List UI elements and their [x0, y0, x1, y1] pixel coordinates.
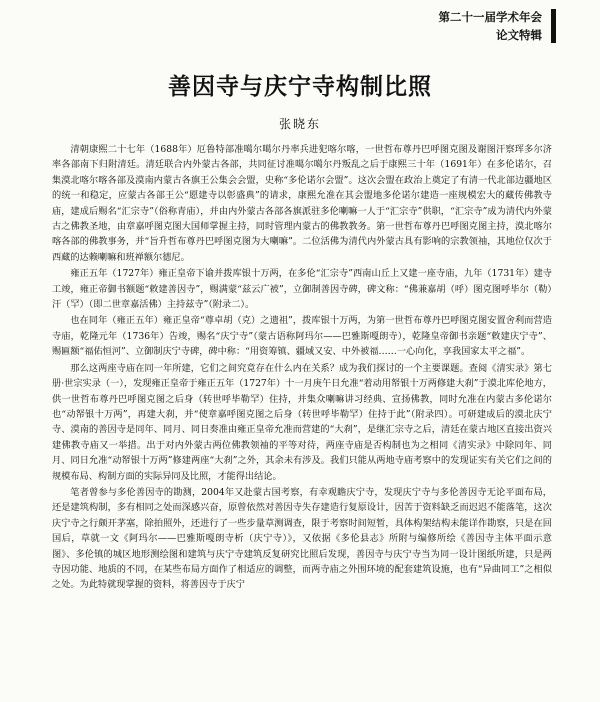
- section-name: 论文特辑: [496, 28, 542, 42]
- paragraph-3: 也在同年（雍正五年）雍正皇帝“尊卓胡（克）之遗祖”，拨库银十万两，为第一世哲布尊丹巴呼图克图安置舍利而营造寺庙，乾隆元年（1736年）告竣，赐名“庆宁寺”（蒙古语称阿玛尔——巴雅斯嘎朗寺），乾隆皇帝御书亲题“敕建庆宁寺”、赐匾额“福佑恒河”、立御制庆宁寺碑，碑中称：“用资筹镇、疆域又安、中外被福……一心向化，享我国家太平之福”。: [52, 315, 552, 358]
- header-bar-decoration: [551, 9, 556, 43]
- paragraph-5: 笔者曾参与多伦善因寺的勘测，2004年又赴蒙古国考察，有幸观瞻庆宁寺，发现庆宁寺与多伦善因寺无论平面布局，还是建筑构制，多有相同之处而深感兴奋，原曾依然对善因寺失存建造行复原设计，因苦于资料缺乏而迟迟不能落笔，这次庆宁寺之行颇开茅塞，除拍照外，还进行了一些步量草测调查，限于考察时间短暂，具体构架结构未能详作勘察，只是在回国后，草就一文《阿玛尔——巴雅斯嘎朗寺析（庆宁寺）》，又依据《多伦县志》所附与编修所绘《善因寺主体平面示意图》、多伦镇的城区地形测绘图和建筑与庆宁寺建筑反复研究比照后发现，善因寺与庆宁寺当为同一设计图纸所建，只是两寺因功能、地质的不同，在某些布局方面作了相适应的调整，而两寺庙之外围环境的配套建筑设施，也有“异曲同工”之相似之处。为此特就现掌握的资料，将善因寺于庆宁: [52, 486, 552, 591]
- paragraph-1: 清朝康熙二十七年（1688年）厄鲁特部准噶尔噶尔丹率兵进犯喀尔喀，一世哲布尊丹巴呼图克图及谢图汗察珲多尔济率各部南下归附清廷。清廷联合内外蒙古各部，共同征讨准噶尔噶尔丹叛乱之后于康熙三十年（1691年）在多伦诺尔，召集漠北喀尔喀各部及漠南内蒙古各旗王公集会会盟，史称“多伦诺尔会盟”。这次会盟在政治上奠定了有清一代北部边疆地区的统一和稳定，应蒙古各部王公“愿建寺以彰盛典”的请求，康熙允准在其会盟地多伦诺尔建造一座规模宏大的藏传佛教寺庙，建成后赐名“汇宗寺”（俗称青庙），并由内外蒙古各部各旗派驻多伦喇嘛一人于“汇宗寺”供职，“汇宗寺”成为清代内外蒙古之佛教圣地，由章嘉呼图克图大国师掌握主持，同时管理内蒙古的佛教教务。第一世哲布尊丹巴呼图克图主持，漠北喀尔喀各部的佛教事务，并“旨升哲布尊丹巴呼图克图为大喇嘛”。二位活佛为清代内外蒙古具有影响的宗教领袖，其地位仅次于西藏的达赖喇嘛和班禅额尔德尼。: [52, 144, 552, 263]
- paragraph-2: 雍正五年（1727年）雍正皇帝下谕并拨库银十万两，在多伦“汇宗寺”西南山丘上又建一座寺庙，九年（1731年）建寺工竣，雍正帝御书额题“敕建善因寺”，赐满蒙“兹云广被”，立御制善因寺碑，碑文称：“佛兼嘉胡（呼）图克图呼毕尔（勒）汗（罕）（即二世章嘉活佛）主持兹寺”（附录二）。: [52, 268, 552, 311]
- journal-issue: 第二十一届学术年会: [438, 10, 542, 24]
- paragraph-4: 那么这两座寺庙在同一年所建，它们之间究竟存在什么内在关系？成为我们探讨的一个主要课题。查阅《清实录》第七册·世宗实录（一），发现雍正皇帝于雍正五年（1727年）十一月庚午日允准“着动用帑银十万两修建大刹”于漠北库伦地方，供一世哲布尊丹巴呼图克图之后身（转世呼毕勒罕）住持，并集众喇嘛讲习经典、宣扬佛教，同时允准在内蒙古多伦诺尔也“动帑银十万两”，再建大刹，并“使章嘉呼图克图之后身（转世呼毕勒罕）住持于此”（附录四）。可研建成后的漠北庆宁寺、漠南的善因寺是同年、同月、同日奏准由雍正皇帝允准而营建的“大刹”，是继汇宗寺之后，清廷在蒙古地区直接出资兴建佛教寺庙又一举措。出于对内外蒙古两位佛教领袖的平等对待，两座寺庙是否构制也为之相同《清实录》中除同年、同月、同日允准“动帑银十万两”修建两座“大刹”之外，其余未有涉及。我们只能从两地寺庙考察中的发现证实有关它们之间的规模布局、构制方面的实际异同及比照，才能得出结论。: [52, 362, 552, 482]
- running-header: [439, 8, 543, 44]
- article-body: [52, 142, 552, 594]
- article-author: 张晓东: [278, 117, 321, 131]
- article-title: 善因寺与庆宁寺构制比照: [168, 74, 432, 100]
